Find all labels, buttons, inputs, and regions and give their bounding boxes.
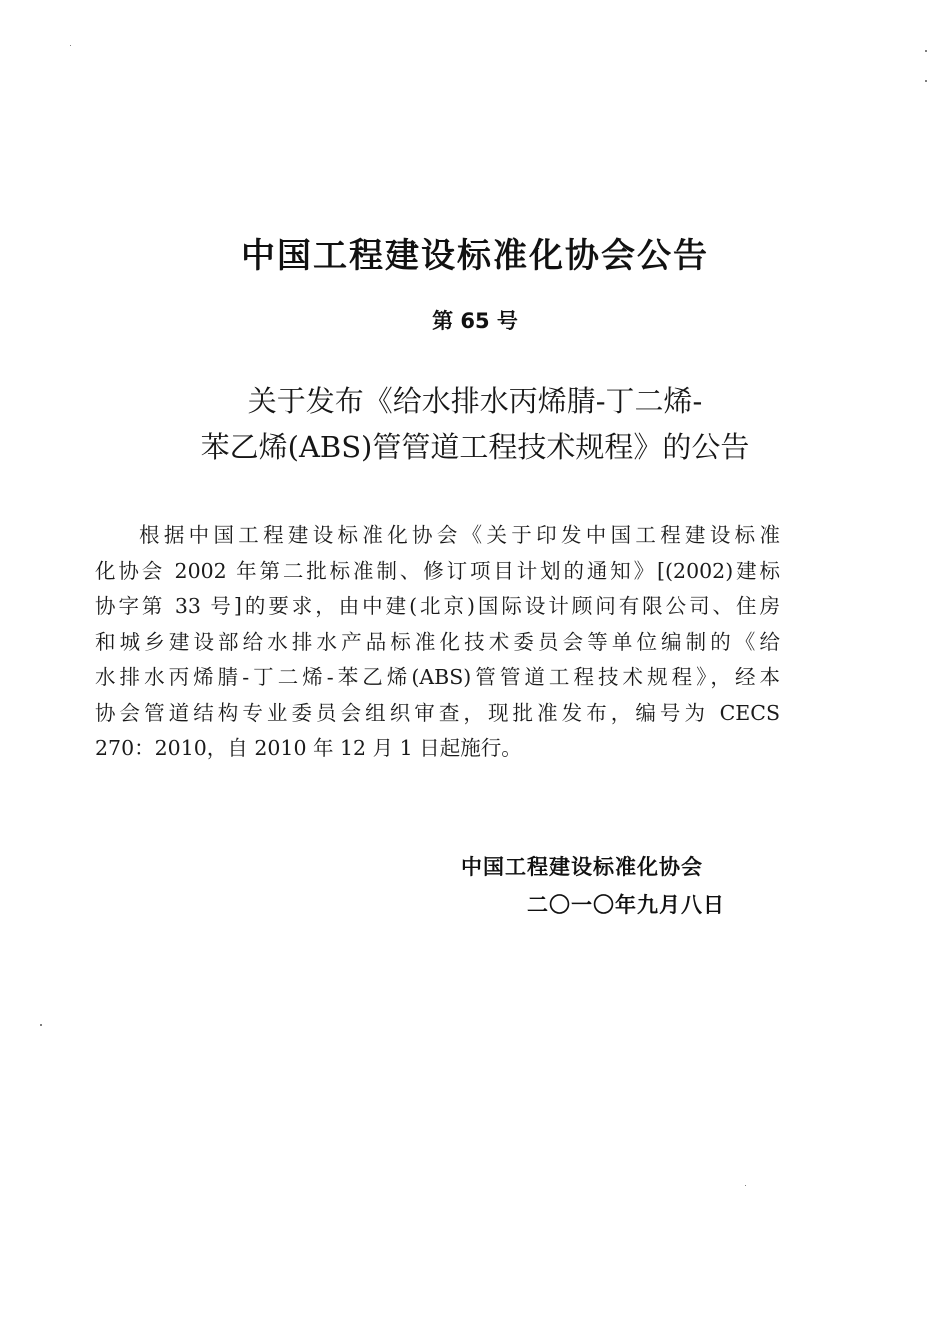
subject-line: 苯乙烯(ABS)管管道工程技术规程》的公告	[200, 430, 750, 464]
body-line: 270：2010，自 2010 年 12 月 1 日起施行。	[95, 736, 522, 760]
scan-speck	[925, 80, 927, 82]
notice-number: 第 65 号	[432, 309, 518, 333]
signature-block	[461, 848, 725, 924]
body-line: 根据中国工程建设标准化协会《关于印发中国工程建设标准	[139, 523, 780, 547]
subject-line: 关于发布《给水排水丙烯腈-丁二烯-	[247, 384, 703, 418]
scan-speck	[70, 45, 71, 46]
signature-organization: 中国工程建设标准化协会	[461, 855, 703, 879]
scan-speck	[745, 1185, 746, 1186]
body-line: 和城乡建设部给水排水产品标准化技术委员会等单位编制的《给	[95, 629, 780, 654]
signature-date: 二〇一〇年九月八日	[527, 893, 725, 917]
notice-body	[95, 518, 780, 767]
body-line: 水排水丙烯腈-丁二烯-苯乙烯(ABS)管管道工程技术规程》，经本	[95, 665, 780, 689]
notice-title: 中国工程建设标准化协会公告	[241, 236, 709, 276]
scan-speck	[40, 1024, 42, 1026]
body-line: 协会管道结构专业委员会组织审查，现批准发布，编号为 CECS	[95, 700, 780, 725]
notice-subject	[0, 378, 950, 470]
scan-speck	[925, 50, 927, 52]
body-line: 化协会 2002 年第二批标准制、修订项目计划的通知》[(2002)建标	[95, 558, 780, 583]
body-line: 协字第 33 号]的要求，由中建(北京)国际设计顾问有限公司、住房	[95, 594, 780, 618]
